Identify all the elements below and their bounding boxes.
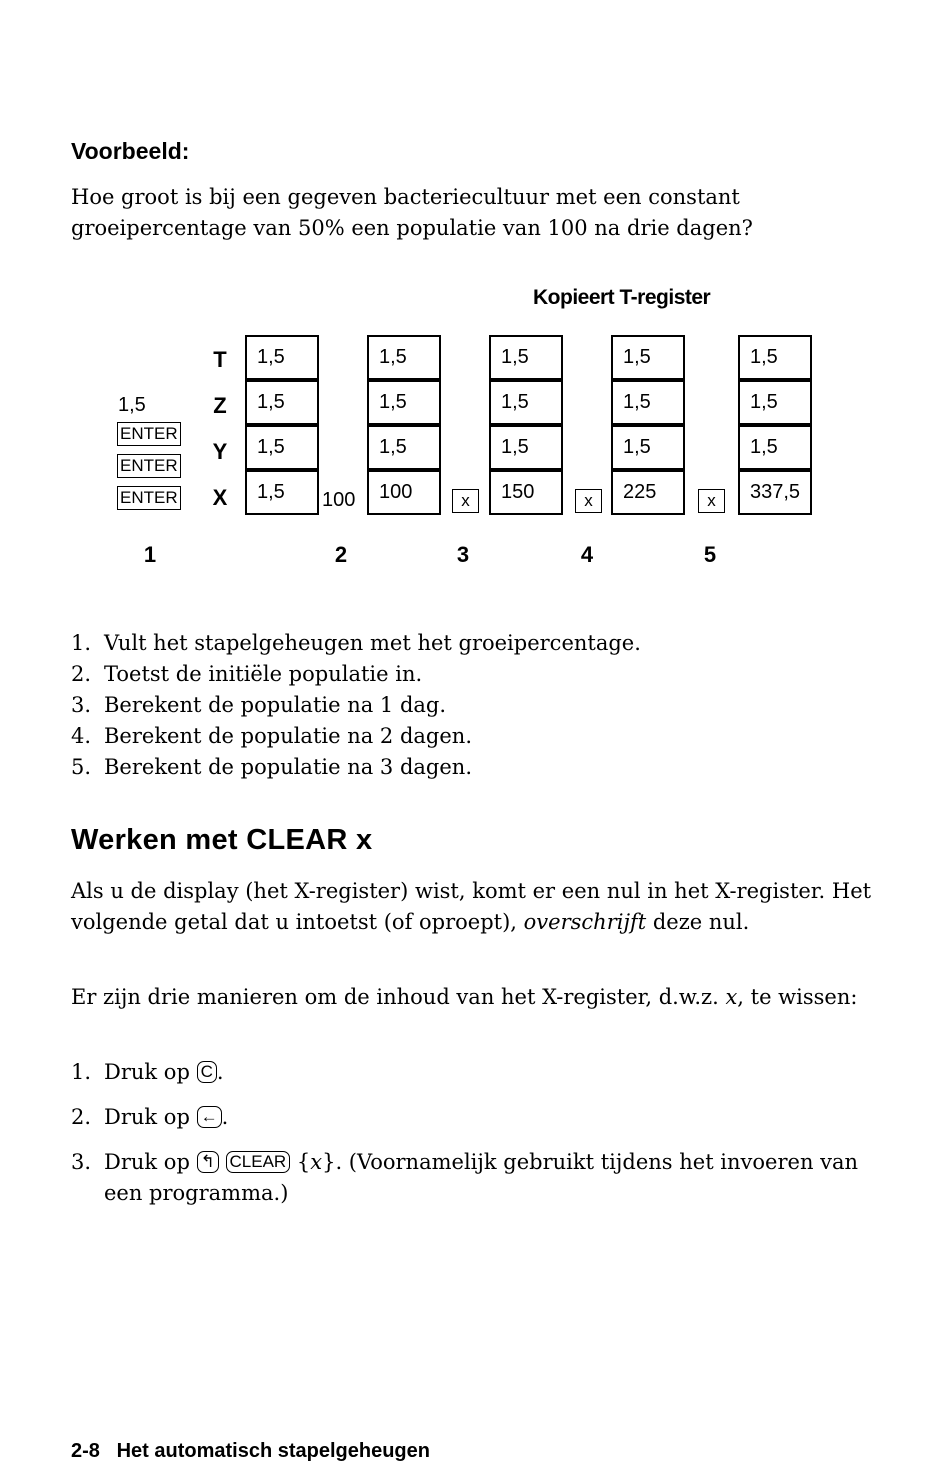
stack-cell-z: 1,5 bbox=[611, 380, 685, 425]
stack-cell-z: 1,5 bbox=[489, 380, 563, 425]
enter-key-2: ENTER bbox=[117, 454, 181, 478]
list-item-suffix: . bbox=[216, 1060, 224, 1084]
list-item-text: Druk op bbox=[104, 1060, 197, 1084]
backspace-key-icon: ← bbox=[197, 1106, 222, 1128]
stack-cell-z: 1,5 bbox=[367, 380, 441, 425]
variable-x: x bbox=[310, 1150, 323, 1174]
stack-cell-y: 1,5 bbox=[611, 425, 685, 470]
stack-cell-y: 1,5 bbox=[367, 425, 441, 470]
list-item-suffix: . bbox=[221, 1105, 229, 1129]
example-heading: Voorbeeld: bbox=[71, 138, 190, 164]
paragraph-three-ways bbox=[71, 982, 891, 1013]
list-item bbox=[71, 628, 871, 659]
register-letter-x: X bbox=[212, 485, 228, 510]
enter-key-1: ENTER bbox=[117, 422, 181, 446]
multiply-key-2: x bbox=[575, 489, 602, 513]
typed-value: 100 bbox=[322, 489, 356, 511]
stack-cell-x: 225 bbox=[611, 470, 685, 515]
list-item bbox=[71, 721, 871, 752]
stack-cell-x: 150 bbox=[489, 470, 563, 515]
chapter-title: Het automatisch stapelgeheugen bbox=[116, 1440, 430, 1462]
input-value: 1,5 bbox=[118, 394, 146, 416]
list-item bbox=[71, 690, 871, 721]
stack-cell-x: 337,5 bbox=[738, 470, 812, 515]
stack-cell-t: 1,5 bbox=[245, 335, 319, 380]
list-item bbox=[71, 1102, 891, 1133]
paragraph-text: deze nul. bbox=[646, 910, 750, 934]
list-item bbox=[71, 1147, 891, 1209]
page-number: 2-8 bbox=[71, 1440, 100, 1462]
brace-open: { bbox=[290, 1150, 311, 1174]
list-item-number: 4. bbox=[71, 724, 92, 748]
stack-cell-x: 1,5 bbox=[245, 470, 319, 515]
clear-c-key: C bbox=[197, 1061, 217, 1083]
stack-cell-y: 1,5 bbox=[489, 425, 563, 470]
left-shift-key-icon: ↰ bbox=[197, 1151, 219, 1173]
stack-cell-t: 1,5 bbox=[738, 335, 812, 380]
section-heading: Werken met CLEAR x bbox=[71, 824, 373, 856]
list-item-number: 3. bbox=[71, 1150, 92, 1174]
list-item-number: 2. bbox=[71, 662, 92, 686]
stack-cell-y: 1,5 bbox=[738, 425, 812, 470]
stack-cell-z: 1,5 bbox=[245, 380, 319, 425]
list-item-text: Druk op bbox=[104, 1150, 197, 1174]
page-footer bbox=[71, 1440, 430, 1463]
copy-t-register-label: Kopieert T-register bbox=[533, 286, 711, 309]
list-item-text: Toetst de initiële populatie in. bbox=[104, 662, 423, 686]
list-item bbox=[71, 752, 871, 783]
stack-cell-t: 1,5 bbox=[489, 335, 563, 380]
paragraph-text: Als u de display (het X-register) wist, komt er een nul in het X-register. Het volgende getal dat u intoetst (of oproept), bbox=[71, 879, 872, 934]
steps-list bbox=[71, 628, 871, 783]
list-item-number: 5. bbox=[71, 755, 92, 779]
list-item-number: 3. bbox=[71, 693, 92, 717]
list-item-number: 1. bbox=[71, 1060, 92, 1084]
emphasis-text: overschrijft bbox=[523, 910, 647, 934]
list-item-text: Berekent de populatie na 2 dagen. bbox=[104, 724, 473, 748]
list-item-suffix: . (Voornamelijk gebruikt tijdens het invoeren van een programma.) bbox=[104, 1150, 859, 1205]
register-letter-z: Z bbox=[213, 393, 227, 418]
step-number-3: 3 bbox=[456, 542, 470, 567]
step-number-2: 2 bbox=[334, 542, 348, 567]
stack-cell-t: 1,5 bbox=[367, 335, 441, 380]
list-item-text: Berekent de populatie na 3 dagen. bbox=[104, 755, 473, 779]
list-item bbox=[71, 659, 871, 690]
list-item-text: Druk op bbox=[104, 1105, 197, 1129]
register-letter-t: T bbox=[213, 347, 227, 372]
step-number-4: 4 bbox=[580, 542, 594, 567]
stack-cell-x: 100 bbox=[367, 470, 441, 515]
clear-ways-list bbox=[71, 1057, 891, 1223]
variable-x: x bbox=[725, 985, 738, 1009]
enter-key-3: ENTER bbox=[117, 486, 181, 510]
multiply-key-3: x bbox=[698, 489, 725, 513]
clear-menu-key: CLEAR bbox=[226, 1151, 291, 1173]
paragraph-text: Er zijn drie manieren om de inhoud van het X-register, d.w.z. bbox=[71, 985, 726, 1009]
list-item-number: 1. bbox=[71, 631, 92, 655]
list-item-text: Vult het stapelgeheugen met het groeipercentage. bbox=[104, 631, 641, 655]
stack-cell-t: 1,5 bbox=[611, 335, 685, 380]
stack-cell-z: 1,5 bbox=[738, 380, 812, 425]
stack-cell-y: 1,5 bbox=[245, 425, 319, 470]
brace-close: } bbox=[322, 1150, 336, 1174]
step-number-5: 5 bbox=[703, 542, 717, 567]
paragraph-text: , te wissen: bbox=[737, 985, 858, 1009]
list-item-text: Berekent de populatie na 1 dag. bbox=[104, 693, 447, 717]
paragraph-display-clear bbox=[71, 876, 891, 938]
example-intro: Hoe groot is bij een gegeven bacteriecultuur met een constant groeipercentage van 50% een populatie van 100 na drie dagen? bbox=[71, 185, 753, 240]
list-item-number: 2. bbox=[71, 1105, 92, 1129]
multiply-key-1: x bbox=[452, 489, 479, 513]
step-number-1: 1 bbox=[143, 542, 157, 567]
list-item bbox=[71, 1057, 891, 1088]
register-letter-y: Y bbox=[212, 439, 228, 464]
